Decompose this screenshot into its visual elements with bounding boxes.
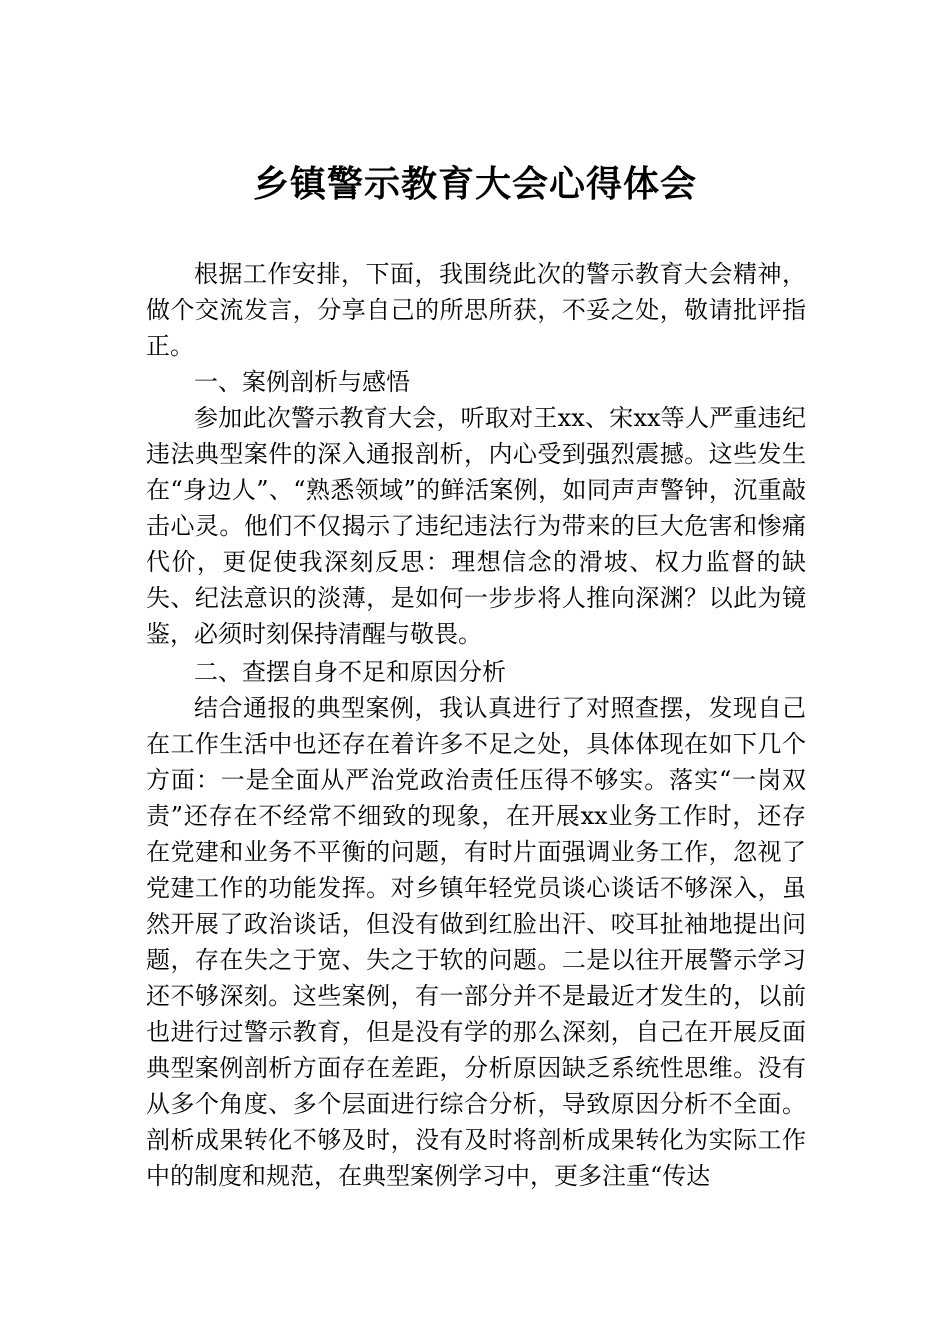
page-title: 乡镇警示教育大会心得体会 bbox=[252, 163, 697, 205]
section-paragraph-2: 结合通报的典型案例，我认真进行了对照查摆，发现自己在工作生活中也还存在着许多不足之处，具体体现在如下几个方面：一是全面从严治党政治责任压得不够实。落实“一岗双责”还存在不经常不细致的现象，在开展xx业务工作时，还存在党建和业务不平衡的问题，有时片面强调业务工作，忽视了党建工作的功能发挥。对乡镇年轻党员谈心谈话不够深入，虽然开展了政治谈话，但没有做到红脸出汗、咬耳扯袖地提出问题，存在失之于宽、失之于软的问题。二是以往开展警示学习还不够深刻。这些案例，有一部分并不是最近才发生的，以前也进行过警示教育，但是没有学的那么深刻，自己在开展反面典型案例剖析方面存在差距，分析原因缺乏系统性思维。没有从多个角度、多个层面进行综合分析，导致原因分析不全面。剖析成果转化不够及时，没有及时将剖析成果转化为实际工作中的制度和规范，在典型案例学习中，更多注重“传达 bbox=[146, 694, 806, 1190]
intro-paragraph: 根据工作安排，下面，我围绕此次的警示教育大会精神，做个交流发言，分享自己的所思所获，不妥之处，敬请批评指正。 bbox=[146, 260, 806, 360]
section-paragraph-1: 参加此次警示教育大会，听取对王xx、宋xx等人严重违纪违法典型案件的深入通报剖析，内心受到强烈震撼。这些发生在“身边人”、“熟悉领域”的鲜活案例，如同声声警钟，沉重敲击心灵。他们不仅揭示了违纪违法行为带来的巨大危害和惨痛代价，更促使我深刻反思：理想信念的滑坡、权力监督的缺失、纪法意识的淡薄，是如何一步步将人推向深渊？以此为镜鉴，必须时刻保持清醒与敬畏。 bbox=[146, 404, 806, 648]
section-heading-2: 二、查摆自身不足和原因分析 bbox=[194, 658, 506, 686]
section-heading-1: 一、案例剖析与感悟 bbox=[194, 368, 410, 396]
document-body bbox=[146, 256, 806, 1194]
